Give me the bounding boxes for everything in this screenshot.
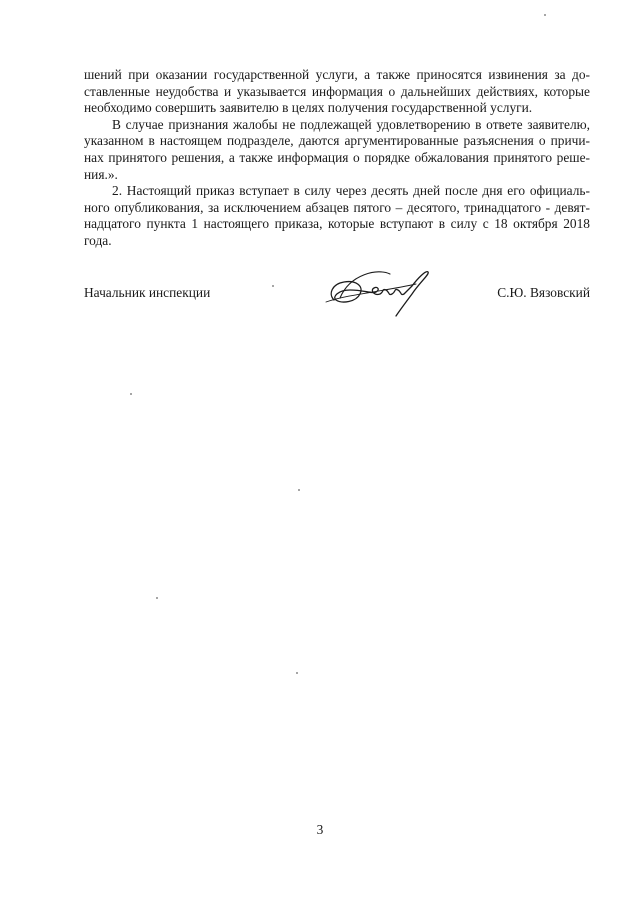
signer-position: Начальник инспекции [84,285,211,300]
paragraph-line: ного опубликования, за исключением абзацев пятого – десятого, тринадцатого - девят- [84,199,590,215]
scan-speck [296,672,298,674]
scan-speck [130,393,132,395]
paragraph-line: нах принятого решения, а также информация о порядке обжалования принятого реше- [84,149,590,165]
paragraph-line: необходимо совершить заявителю в целях получения государственной услуги. [84,100,533,116]
scan-speck [298,489,300,491]
paragraph-line: года. [84,232,112,248]
scan-speck [544,14,546,16]
scan-speck [156,597,158,599]
document-body [84,67,590,250]
paragraph-line: В случае признания жалобы не подлежащей удовлетворению в ответе заявителю, [112,116,590,132]
paragraph-line: ния.». [84,166,118,182]
paragraph-line: 2. Настоящий приказ вступает в силу через десять дней после дня его официаль- [112,183,590,199]
paragraph-3 [84,183,590,249]
paragraph-1 [84,67,590,117]
paragraph-line: указанном в настоящем подразделе, даются аргументированные разъяснения о причи- [84,133,590,149]
paragraph-2 [84,117,590,183]
handwritten-signature [320,264,432,320]
paragraph-line: надцатого пункта 1 настоящего приказа, которые вступают в силу с 18 октября 2018 [84,216,590,232]
paragraph-line: ставленные неудобства и указывается информация о дальнейших действиях, которые [84,83,590,99]
scan-speck [272,285,274,287]
page-number: 3 [316,822,324,837]
signature-block [84,278,590,318]
signer-name: С.Ю. Вязовский [497,285,590,300]
paragraph-line: шений при оказании государственной услуги, а также приносятся извинения за до- [84,67,590,82]
